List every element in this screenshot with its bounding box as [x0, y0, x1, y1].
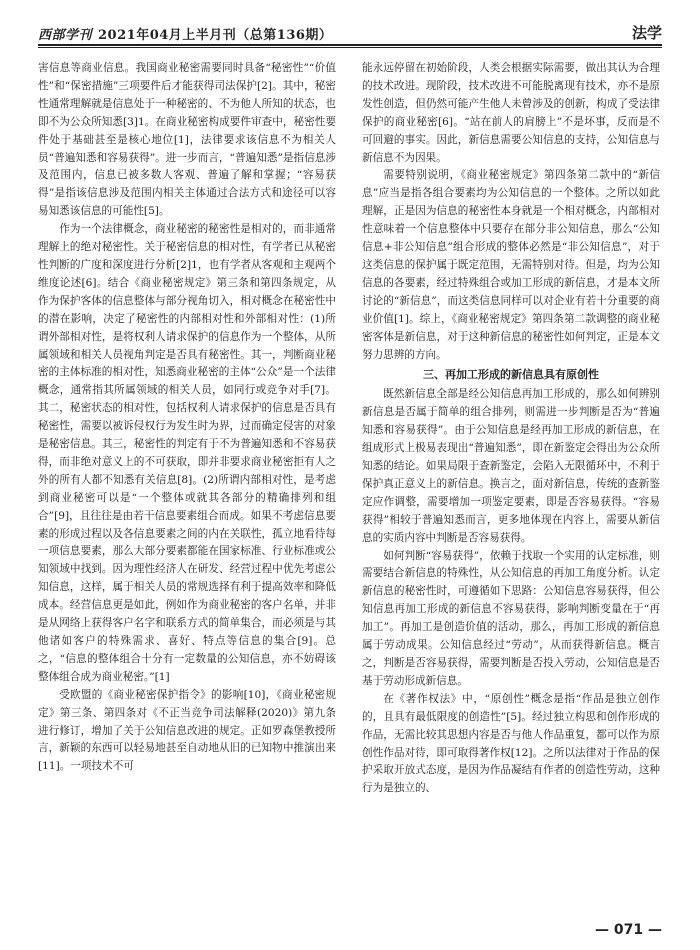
- page-number: — 071 —: [595, 922, 662, 938]
- journal-issue-line: [38, 24, 332, 43]
- body-paragraph: 如何判断“容易获得”，依赖于找取一个实用的认定标准，则需要结合新信息的特殊性，从公知信息的再加工角度分析。认定新信息的秘密性时，可遵循如下思路：公知信息容易获得，但公知信息再加工形成的新信息不容易获得，影响判断变量在于“再加工”。再加工是创造价值的活动，那么，再加工形成的新信息属于劳动成果。公知信息经过“劳动”，从而获得新信息。概言之，判断是否容易获得，需要判断是否投入劳动，公知信息是否基于劳动形成新信息。: [362, 549, 660, 687]
- body-paragraph: 需要特别说明，《商业秘密规定》第四条第二款中的“新信息”应当是指各组合要素均为公知信息的一个整体。之所以如此理解，正是因为信息的秘密性本身就是一个相对概念，内部相对性意味着一个信息整体中只要存在部分非公知信息，那么“公知信息+非公知信息”组合形成的整体必然是“非公知信息”，对于这类信息的保护属于既定范围，无需特别对待。但是，均为公知信息的各要素，经过特殊组合或加工形成的新信息，才是本文所讨论的“新信息”，而这类信息同样可以对企业有若十分重要的商业价值[1]。综上，《商业秘密规定》第四条第二款调整的商业秘密客体是新信息，对于这种新信息的秘密性如何判定，正是本文努力思辨的方向。: [362, 169, 660, 361]
- right-column: [362, 60, 660, 798]
- section-title: 法学: [631, 24, 662, 42]
- body-paragraph: 作为一个法律概念，商业秘密的秘密性是相对的，而非通常理解上的绝对秘密性。关于秘密信息的相对性，有学者已从秘密性判断的广度和深度进行分析[2]1，也有学者从客观和主观两个维度论述[6]。结合《商业秘密规定》第三条和第四条规定，从作为保护客体的信息整体与部分视角切入，相对概念在秘密性中的潜在影响，决定了秘密性的内部相对性和外部相对性：(1)所谓外部相对性，是将权利人请求保护的信息作为一个整体，从所属领域和相关人员视角判定是否具有秘密性。其一，判断商业秘密的主体标准的相对性，知悉商业秘密的主体“公众”是一个法律概念，通常指其所属领域的相关人员，如同行或竞争对手[7]。其二，秘密状态的相对性，包括权利人请求保护的信息是否具有秘密性，需要以被诉侵权行为发生时为界，过而确定侵害的对象是秘密信息。其三，秘密性的判定有于不为普遍知悉和不容易获得，而非绝对意义上的不可获取，即并非要求商业秘密拒有人之外的所有人都不知悉有关信息[8]。(2)所谓内部相对性，是考虑到商业秘密可以是“一个整体或就其各部分的精确排列和组合”[9]，且往往是由若干信息要素组合而成。如果不考虑信息要素的形成过程以及各信息要素之间的内在关联性，孤立地看待每一项信息要素，那么大部分要素都能在国家标准、行业标准或公知领域中找到。因为理性经济人在研发、经营过程中优先考虑公知信息，这样，属于相关人员的常规选择有利于提高效率和降低成本。经营信息更是如此，例如作为商业秘密的客户名单，并非是从网络上获得客户名字和联系方式的简单集合，而必须是与其他诸如客户的特殊需求、喜好、特点等信息的集合[9]。总之，“信息的整体组合十分有一定数量的公知信息，亦不妨碍该整体组合成为商业秘密。”[1]: [38, 223, 336, 683]
- header-rule-thin: [38, 47, 662, 48]
- body-paragraph: 既然新信息全部是经公知信息再加工形成的，那么如何辨别新信息是否属于简单的组合排列，则需进一步判断是否为“普遍知悉和容易获得”。由于公知信息是经再加工形成的新信息，在组成形式上极易表现出“普遍知悉”，即在新鉴定会得出为公众所知悉的结论。如果局限于查新鉴定，会陷入无限循环中，不利于保护真正意义上的新信息。换言之，面对新信息，传统的查新鉴定应作调整，需要增加一项鉴定要素，即是否容易获得。“容易获得”相较于普遍知悉而言，更多地体现在内容上，需要从新信息的实质内容中判断是否容易获得。: [362, 388, 660, 544]
- section-heading: 三、再加工形成的新信息具有原创性: [423, 368, 599, 382]
- issue-info: 2021年04月上半月刊（总第136期）: [98, 28, 333, 43]
- body-paragraph: 在《著作权法》中，“原创性”概念是指“作品是独立创作的，且具有最低限度的创造性”[5]。经过独立构思和创作形成的作品，无需比较其思想内容是否与他人作品重复，都可以作为原创性作品对待，即可取得著作权[12]。之所以法律对于作品的保护采取开放式态度，是因为作品凝结有作者的创造性劳动，这种行为是独立的、: [362, 692, 660, 795]
- body-paragraph: 受欧盟的《商业秘密保护指令》的影响[10]，《商业秘密规定》第三条、第四条对《不正当竞争司法解释(2020)》第九条进行修订，增加了关于公知信息改进的规定。正如罗森堡教授所言，新颖的东西可以轻易地甚至自动地从旧的已知物中推演出来[11]。一项技术不可: [38, 688, 336, 773]
- left-column: [38, 60, 336, 776]
- journal-name: 西部学刊: [38, 28, 93, 43]
- body-paragraph: 害信息等商业信息。我国商业秘密需要同时具备“秘密性”“价值性”和“保密措施”三项要件后才能获得司法保护[2]。其中，秘密性通常理解就是信息处于一种秘密的、不为他人所知的状态，也即不为公众所知悉[3]1。在商业秘密构成要件审查中，秘密性要件处于基础甚至是核心地位[1]，法律要求该信息不为相关人员“普遍知悉和容易获得”。进一步而言，“普遍知悉”是指信息涉及范围内，信息已被多数人客观、普遍了解和掌握；“容易获得”是指该信息涉及范围内相关主体通过合法方式和途径可以容易知悉该信息的可能性[5]。: [38, 62, 336, 218]
- page-header: [38, 14, 662, 44]
- header-rule: [38, 44, 662, 46]
- body-paragraph: 能永远停留在初始阶段，人类会根据实际需要，做出其认为合理的技术改进。现阶段，技术改进不可能脱离现有技术，亦不是原发性创造，但仍然可能产生他人未曾涉及的创新，构成了受法律保护的商业秘密[6]。“站在前人的肩膀上”不是坏事，反而是不可回避的事实。因此，新信息需要公知信息的支持，公知信息与新信息不为因果。: [362, 62, 660, 164]
